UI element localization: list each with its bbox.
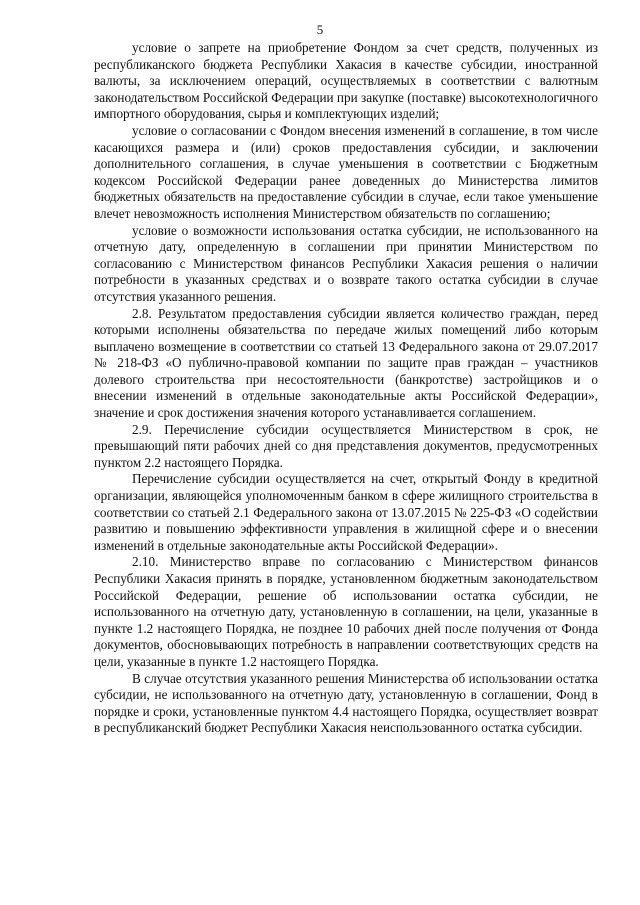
page-number: 5 [316, 22, 324, 37]
paragraph-clause-2-9: 2.9. Перечисление субсидии осуществляется Министерством в срок, не превышающий пяти рабочих дней со дня представления документов, предусмотренных пунктом 2.2 настоящего Порядка. [94, 421, 598, 470]
paragraph-clause-2-8: 2.8. Результатом предоставления субсидии является количество граждан, перед которыми исполнены обязательства по передаче жилых помещений либо которым выплачено возмещение в соответствии со статьей 13 Федерального закона от 29.07.2017 № 218-ФЗ «О публично-правовой компании по защите прав граждан – участников долевого строительства при несостоятельности (банкротстве) застройщиков и о внесении изменений в отдельные законодательные акты Российской Федерации», значение и срок достижения значения которого устанавливается соглашением. [94, 305, 598, 421]
paragraph-condition-currency: условие о запрете на приобретение Фондом за счет средств, полученных из республиканского бюджета Республики Хакасия в качестве субсидии, иностранной валюты, за исключением операций, осуществляемых в соответствии с валютным законодательством Российской Федерации при закупке (поставке) высокотехнологичного импортного оборудования, сырья и комплектующих изделий; [94, 40, 598, 122]
paragraph-return-remaining: В случае отсутствия указанного решения Министерства об использовании остатка субсидии, не использованного на отчетную дату, установленную в соглашении, Фонд в порядке и сроки, установленные пунктом 4.4 настоящего Порядка, осуществляет возврат в республиканский бюджет Республики Хакасия неиспользованного остатка субсидии. [94, 670, 598, 736]
document-body [94, 40, 598, 737]
paragraph-condition-remaining-funds: условие о возможности использования остатка субсидии, не использованного на отчетную дату, определенную в соглашении при принятии Министерством по согласованию с Министерством финансов Республики Хакасия решения о наличии потребности в указанных средствах и о возврате такого остатка субсидии в случае отсутствия указанного решения. [94, 222, 598, 304]
paragraph-condition-agreement-changes: условие о согласовании с Фондом внесения изменений в соглашение, в том числе касающихся размера и (или) сроков предоставления субсидии, и заключении дополнительного соглашения, в случае уменьшения в соответствии с Бюджетным кодексом Российской Федерации ранее доведенных до Министерства лимитов бюджетных обязательств на предоставление субсидии в случае, если такое уменьшение влечет невозможность исполнения Министерством обязательств по соглашению; [94, 122, 598, 221]
paragraph-clause-2-10: 2.10. Министерство вправе по согласованию с Министерством финансов Республики Хакасия принять в порядке, установленном бюджетным законодательством Российской Федерации, решение об использовании остатка субсидии, не использованного на отчетную дату, установленную в соглашении, на цели, указанные в пункте 1.2 настоящего Порядка, не позднее 10 рабочих дней после получения от Фонда документов, обосновывающих потребность в направлении соответствующих средств на цели, указанные в пункте 1.2 настоящего Порядка. [94, 554, 598, 669]
paragraph-transfer-account: Перечисление субсидии осуществляется на счет, открытый Фонду в кредитной организации, являющейся уполномоченным банком в сфере жилищного строительства в соответствии со статьей 2.1 Федерального закона от 13.07.2015 № 225-ФЗ «О содействии развитию и повышению эффективности управления в жилищной сфере и о внесении изменений в отдельные законодательные акты Российской Федерации». [94, 471, 598, 553]
